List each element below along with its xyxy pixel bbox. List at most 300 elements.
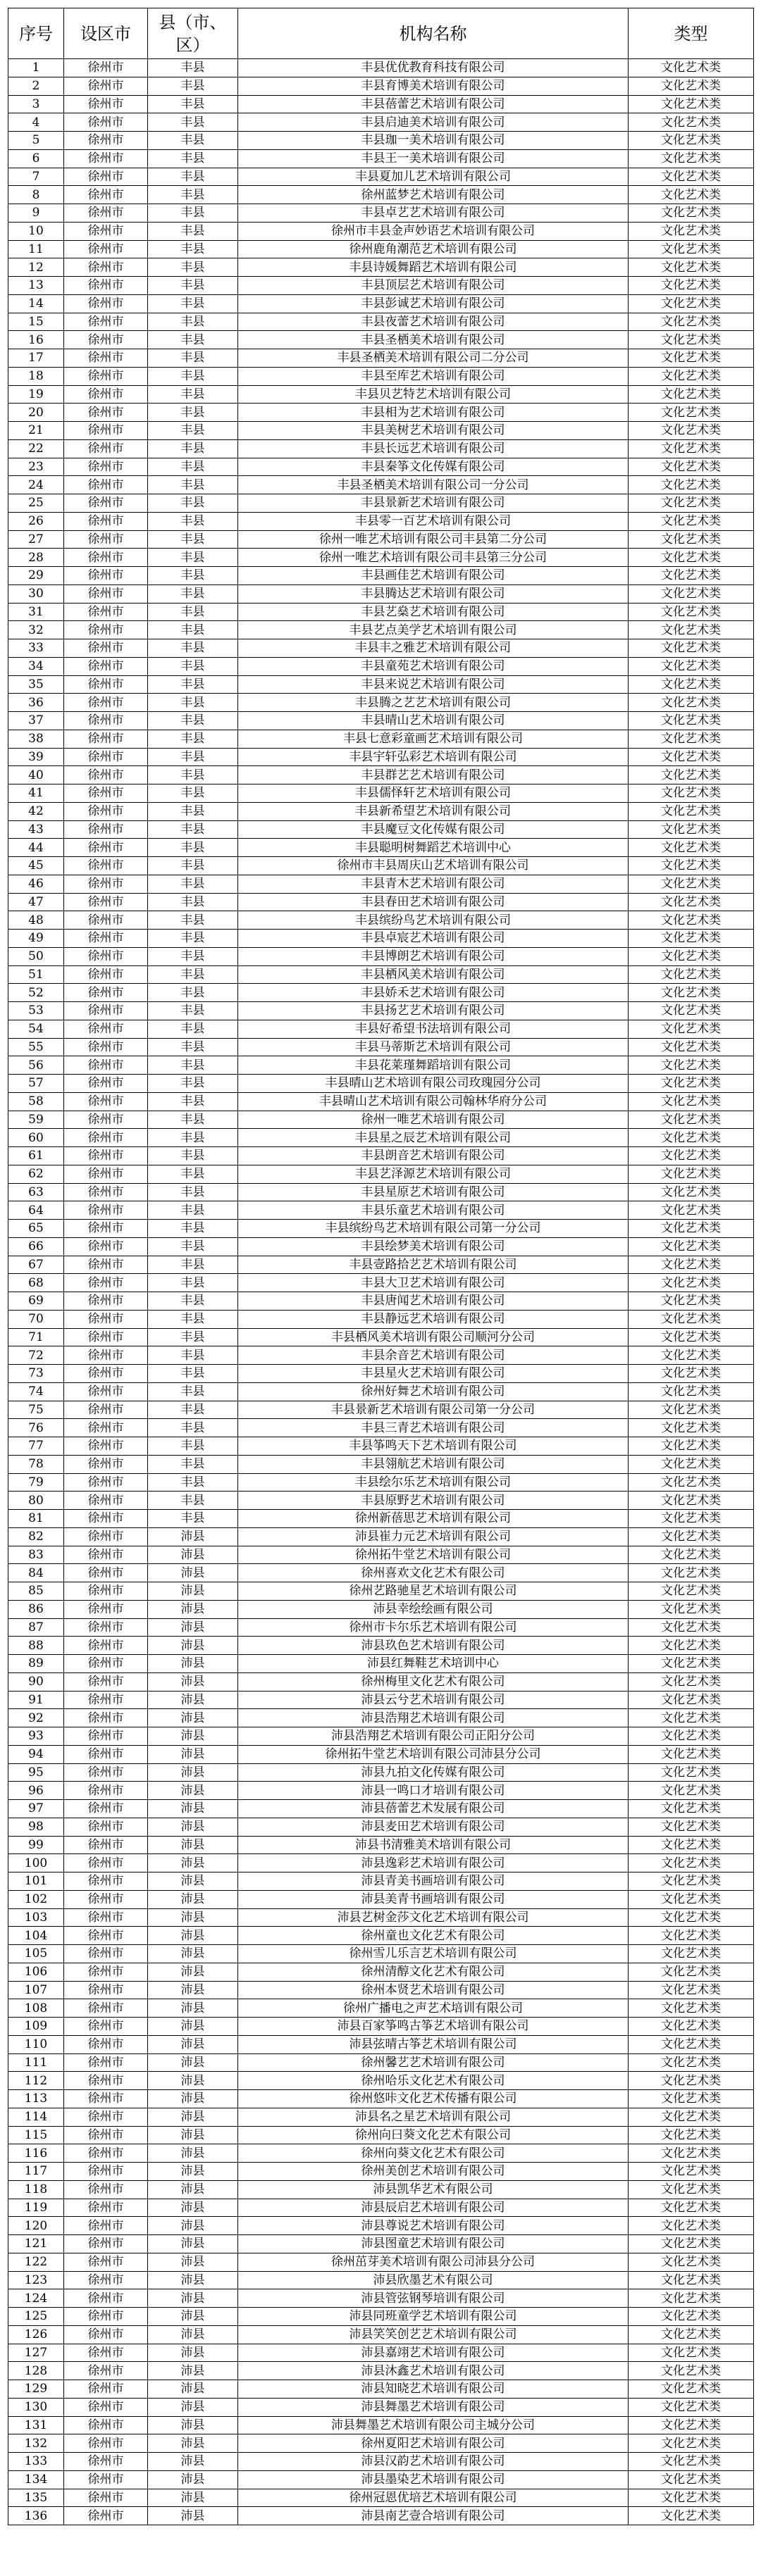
cell-city: 徐州市 bbox=[64, 1637, 148, 1655]
cell-county: 丰县 bbox=[148, 277, 238, 295]
cell-index: 119 bbox=[8, 2199, 64, 2217]
cell-type: 文化艺术类 bbox=[629, 911, 754, 930]
cell-city: 徐州市 bbox=[64, 1527, 148, 1546]
cell-type: 文化艺术类 bbox=[629, 113, 754, 132]
cell-index: 85 bbox=[8, 1582, 64, 1601]
cell-name: 沛县图童艺术培训有限公司 bbox=[238, 2235, 629, 2253]
cell-county: 沛县 bbox=[148, 1981, 238, 1999]
cell-name: 徐州雪儿乐言艺术培训有限公司 bbox=[238, 1945, 629, 1963]
cell-type: 文化艺术类 bbox=[629, 1510, 754, 1528]
cell-county: 丰县 bbox=[148, 549, 238, 567]
cell-county: 丰县 bbox=[148, 1129, 238, 1147]
table-row bbox=[8, 313, 754, 331]
cell-city: 徐州市 bbox=[64, 1237, 148, 1256]
cell-county: 沛县 bbox=[148, 1618, 238, 1637]
cell-index: 89 bbox=[8, 1655, 64, 1673]
table-row bbox=[8, 965, 754, 984]
cell-city: 徐州市 bbox=[64, 458, 148, 476]
cell-name: 丰县朗音艺术培训有限公司 bbox=[238, 1147, 629, 1165]
cell-city: 徐州市 bbox=[64, 530, 148, 549]
cell-county: 沛县 bbox=[148, 1763, 238, 1782]
cell-county: 丰县 bbox=[148, 1492, 238, 1510]
cell-name: 沛县墨染艺术培训有限公司 bbox=[238, 2470, 629, 2489]
cell-type: 文化艺术类 bbox=[629, 802, 754, 820]
cell-city: 徐州市 bbox=[64, 2180, 148, 2199]
cell-type: 文化艺术类 bbox=[629, 1945, 754, 1963]
cell-city: 徐州市 bbox=[64, 657, 148, 675]
table-row bbox=[8, 1963, 754, 1981]
cell-name: 丰县童苑艺术培训有限公司 bbox=[238, 657, 629, 675]
cell-index: 53 bbox=[8, 1002, 64, 1020]
cell-county: 丰县 bbox=[148, 1183, 238, 1201]
institution-table bbox=[8, 8, 754, 2525]
cell-city: 徐州市 bbox=[64, 2308, 148, 2326]
table-row bbox=[8, 95, 754, 113]
cell-county: 沛县 bbox=[148, 1655, 238, 1673]
cell-name: 丰县魔豆文化传媒有限公司 bbox=[238, 820, 629, 839]
cell-city: 徐州市 bbox=[64, 1800, 148, 1818]
cell-type: 文化艺术类 bbox=[629, 1818, 754, 1836]
cell-name: 徐州新蓓思艺术培训有限公司 bbox=[238, 1510, 629, 1528]
cell-city: 徐州市 bbox=[64, 2035, 148, 2053]
cell-county: 丰县 bbox=[148, 258, 238, 277]
cell-county: 丰县 bbox=[148, 694, 238, 712]
cell-type: 文化艺术类 bbox=[629, 1727, 754, 1746]
cell-city: 徐州市 bbox=[64, 313, 148, 331]
cell-index: 19 bbox=[8, 385, 64, 404]
cell-name: 丰县夜蕾艺术培训有限公司 bbox=[238, 313, 629, 331]
cell-county: 沛县 bbox=[148, 1818, 238, 1836]
table-row bbox=[8, 893, 754, 911]
cell-index: 78 bbox=[8, 1455, 64, 1473]
cell-city: 徐州市 bbox=[64, 439, 148, 458]
table-row bbox=[8, 820, 754, 839]
table-row bbox=[8, 149, 754, 168]
cell-city: 徐州市 bbox=[64, 603, 148, 621]
cell-city: 徐州市 bbox=[64, 168, 148, 186]
cell-name: 丰县晴山艺术培训有限公司翰林华府分公司 bbox=[238, 1092, 629, 1111]
cell-city: 徐州市 bbox=[64, 59, 148, 77]
cell-index: 25 bbox=[8, 494, 64, 513]
cell-type: 文化艺术类 bbox=[629, 294, 754, 313]
cell-type: 文化艺术类 bbox=[629, 1419, 754, 1437]
cell-county: 丰县 bbox=[148, 512, 238, 530]
cell-name: 丰县新希望艺术培训有限公司 bbox=[238, 802, 629, 820]
cell-index: 52 bbox=[8, 984, 64, 1002]
cell-city: 徐州市 bbox=[64, 2362, 148, 2380]
cell-index: 38 bbox=[8, 730, 64, 748]
cell-county: 丰县 bbox=[148, 367, 238, 385]
cell-type: 文化艺术类 bbox=[629, 1020, 754, 1038]
cell-type: 文化艺术类 bbox=[629, 1564, 754, 1582]
table-row bbox=[8, 1401, 754, 1419]
cell-city: 徐州市 bbox=[64, 1183, 148, 1201]
cell-index: 115 bbox=[8, 2126, 64, 2144]
cell-type: 文化艺术类 bbox=[629, 694, 754, 712]
table-row bbox=[8, 1020, 754, 1038]
table-row bbox=[8, 2253, 754, 2271]
cell-index: 88 bbox=[8, 1637, 64, 1655]
cell-county: 丰县 bbox=[148, 1510, 238, 1528]
cell-index: 24 bbox=[8, 476, 64, 494]
cell-county: 沛县 bbox=[148, 1527, 238, 1546]
cell-type: 文化艺术类 bbox=[629, 95, 754, 113]
cell-index: 77 bbox=[8, 1437, 64, 1456]
table-row bbox=[8, 1147, 754, 1165]
cell-type: 文化艺术类 bbox=[629, 1437, 754, 1456]
table-row bbox=[8, 476, 754, 494]
cell-type: 文化艺术类 bbox=[629, 1672, 754, 1691]
cell-name: 丰县筝鸣天下艺术培训有限公司 bbox=[238, 1437, 629, 1456]
cell-city: 徐州市 bbox=[64, 930, 148, 948]
cell-type: 文化艺术类 bbox=[629, 2362, 754, 2380]
table-row bbox=[8, 2035, 754, 2053]
cell-county: 沛县 bbox=[148, 1691, 238, 1709]
cell-city: 徐州市 bbox=[64, 1691, 148, 1709]
header-county: 县（市、区） bbox=[148, 8, 238, 59]
cell-type: 文化艺术类 bbox=[629, 1908, 754, 1927]
cell-name: 丰县长远艺术培训有限公司 bbox=[238, 439, 629, 458]
cell-index: 5 bbox=[8, 132, 64, 150]
cell-index: 41 bbox=[8, 784, 64, 803]
table-row bbox=[8, 2380, 754, 2399]
cell-county: 丰县 bbox=[148, 1165, 238, 1183]
cell-city: 徐州市 bbox=[64, 549, 148, 567]
cell-city: 徐州市 bbox=[64, 1836, 148, 1854]
cell-type: 文化艺术类 bbox=[629, 1256, 754, 1274]
cell-type: 文化艺术类 bbox=[629, 984, 754, 1002]
cell-city: 徐州市 bbox=[64, 2199, 148, 2217]
cell-name: 丰县大卫艺术培训有限公司 bbox=[238, 1274, 629, 1292]
cell-city: 徐州市 bbox=[64, 1872, 148, 1891]
table-row bbox=[8, 512, 754, 530]
cell-county: 丰县 bbox=[148, 240, 238, 258]
cell-index: 56 bbox=[8, 1056, 64, 1075]
header-row bbox=[8, 8, 754, 59]
cell-city: 徐州市 bbox=[64, 1854, 148, 1872]
cell-index: 74 bbox=[8, 1382, 64, 1401]
cell-type: 文化艺术类 bbox=[629, 1310, 754, 1328]
cell-index: 59 bbox=[8, 1111, 64, 1129]
cell-index: 69 bbox=[8, 1292, 64, 1311]
cell-type: 文化艺术类 bbox=[629, 2325, 754, 2344]
cell-type: 文化艺术类 bbox=[629, 2289, 754, 2308]
cell-index: 51 bbox=[8, 965, 64, 984]
table-row bbox=[8, 1655, 754, 1673]
table-row bbox=[8, 1618, 754, 1637]
cell-county: 丰县 bbox=[148, 149, 238, 168]
cell-city: 徐州市 bbox=[64, 2470, 148, 2489]
cell-name: 丰县启迪美术培训有限公司 bbox=[238, 113, 629, 132]
cell-city: 徐州市 bbox=[64, 2235, 148, 2253]
cell-type: 文化艺术类 bbox=[629, 820, 754, 839]
cell-city: 徐州市 bbox=[64, 2289, 148, 2308]
cell-type: 文化艺术类 bbox=[629, 549, 754, 567]
cell-city: 徐州市 bbox=[64, 1147, 148, 1165]
cell-city: 徐州市 bbox=[64, 784, 148, 803]
cell-name: 沛县同班童学艺术培训有限公司 bbox=[238, 2308, 629, 2326]
cell-city: 徐州市 bbox=[64, 1600, 148, 1618]
cell-city: 徐州市 bbox=[64, 1437, 148, 1456]
cell-city: 徐州市 bbox=[64, 186, 148, 204]
table-row bbox=[8, 2108, 754, 2126]
cell-type: 文化艺术类 bbox=[629, 712, 754, 730]
cell-name: 沛县辰启艺术培训有限公司 bbox=[238, 2199, 629, 2217]
table-row bbox=[8, 2163, 754, 2181]
cell-index: 46 bbox=[8, 875, 64, 893]
cell-type: 文化艺术类 bbox=[629, 331, 754, 349]
table-row bbox=[8, 1382, 754, 1401]
cell-county: 沛县 bbox=[148, 2163, 238, 2181]
cell-name: 徐州夏阳艺术培训有限公司 bbox=[238, 2434, 629, 2453]
cell-city: 徐州市 bbox=[64, 584, 148, 603]
cell-index: 118 bbox=[8, 2180, 64, 2199]
cell-name: 丰县余音艺术培训有限公司 bbox=[238, 1346, 629, 1365]
cell-type: 文化艺术类 bbox=[629, 2199, 754, 2217]
cell-type: 文化艺术类 bbox=[629, 1147, 754, 1165]
cell-city: 徐州市 bbox=[64, 1727, 148, 1746]
cell-name: 丰县来说艺术培训有限公司 bbox=[238, 675, 629, 694]
cell-index: 136 bbox=[8, 2507, 64, 2525]
cell-type: 文化艺术类 bbox=[629, 1346, 754, 1365]
cell-name: 丰县缤纷鸟艺术培训有限公司第一分公司 bbox=[238, 1220, 629, 1238]
cell-type: 文化艺术类 bbox=[629, 1709, 754, 1727]
cell-type: 文化艺术类 bbox=[629, 1618, 754, 1637]
table-row bbox=[8, 1111, 754, 1129]
cell-county: 丰县 bbox=[148, 422, 238, 440]
cell-type: 文化艺术类 bbox=[629, 947, 754, 965]
cell-county: 沛县 bbox=[148, 2090, 238, 2108]
table-row bbox=[8, 639, 754, 658]
cell-city: 徐州市 bbox=[64, 1546, 148, 1564]
table-row bbox=[8, 730, 754, 748]
cell-type: 文化艺术类 bbox=[629, 1183, 754, 1201]
cell-name: 沛县舞墨艺术培训有限公司 bbox=[238, 2398, 629, 2416]
cell-type: 文化艺术类 bbox=[629, 422, 754, 440]
cell-index: 81 bbox=[8, 1510, 64, 1528]
cell-name: 沛县欣墨艺术有限公司 bbox=[238, 2271, 629, 2289]
table-row bbox=[8, 1637, 754, 1655]
cell-type: 文化艺术类 bbox=[629, 1365, 754, 1383]
table-row bbox=[8, 1908, 754, 1927]
table-row bbox=[8, 2434, 754, 2453]
cell-index: 17 bbox=[8, 349, 64, 368]
cell-county: 丰县 bbox=[148, 1020, 238, 1038]
cell-type: 文化艺术类 bbox=[629, 1002, 754, 1020]
cell-city: 徐州市 bbox=[64, 1256, 148, 1274]
cell-index: 23 bbox=[8, 458, 64, 476]
cell-city: 徐州市 bbox=[64, 857, 148, 875]
cell-name: 沛县汉韵艺术培训有限公司 bbox=[238, 2453, 629, 2471]
table-row bbox=[8, 1419, 754, 1437]
cell-type: 文化艺术类 bbox=[629, 277, 754, 295]
cell-city: 徐州市 bbox=[64, 494, 148, 513]
cell-county: 丰县 bbox=[148, 530, 238, 549]
cell-county: 沛县 bbox=[148, 2416, 238, 2434]
table-row bbox=[8, 1582, 754, 1601]
cell-type: 文化艺术类 bbox=[629, 657, 754, 675]
cell-index: 15 bbox=[8, 313, 64, 331]
cell-city: 徐州市 bbox=[64, 204, 148, 223]
cell-city: 徐州市 bbox=[64, 2108, 148, 2126]
table-header bbox=[8, 8, 754, 59]
table-row bbox=[8, 132, 754, 150]
cell-index: 42 bbox=[8, 802, 64, 820]
cell-index: 108 bbox=[8, 1999, 64, 2018]
cell-county: 沛县 bbox=[148, 2434, 238, 2453]
cell-name: 丰县景新艺术培训有限公司 bbox=[238, 494, 629, 513]
cell-name: 丰县春田艺术培训有限公司 bbox=[238, 893, 629, 911]
cell-name: 徐州向葵文化艺术有限公司 bbox=[238, 2144, 629, 2163]
cell-city: 徐州市 bbox=[64, 2090, 148, 2108]
cell-index: 64 bbox=[8, 1201, 64, 1220]
cell-type: 文化艺术类 bbox=[629, 2180, 754, 2199]
cell-county: 丰县 bbox=[148, 1038, 238, 1056]
table-row bbox=[8, 2053, 754, 2072]
table-row bbox=[8, 930, 754, 948]
cell-name: 徐州冠恩优培艺术培训有限公司 bbox=[238, 2489, 629, 2507]
cell-city: 徐州市 bbox=[64, 730, 148, 748]
cell-type: 文化艺术类 bbox=[629, 1201, 754, 1220]
cell-type: 文化艺术类 bbox=[629, 1038, 754, 1056]
table-row bbox=[8, 168, 754, 186]
cell-county: 丰县 bbox=[148, 965, 238, 984]
cell-index: 63 bbox=[8, 1183, 64, 1201]
cell-city: 徐州市 bbox=[64, 2253, 148, 2271]
cell-name: 沛县艺树金莎文化艺术培训有限公司 bbox=[238, 1908, 629, 1927]
cell-type: 文化艺术类 bbox=[629, 1836, 754, 1854]
cell-name: 丰县花莱瑾舞蹈培训有限公司 bbox=[238, 1056, 629, 1075]
cell-index: 34 bbox=[8, 657, 64, 675]
cell-county: 沛县 bbox=[148, 2362, 238, 2380]
cell-type: 文化艺术类 bbox=[629, 476, 754, 494]
table-row bbox=[8, 1292, 754, 1311]
cell-county: 丰县 bbox=[148, 567, 238, 585]
table-row bbox=[8, 1890, 754, 1908]
cell-index: 28 bbox=[8, 549, 64, 567]
cell-type: 文化艺术类 bbox=[629, 2470, 754, 2489]
cell-index: 111 bbox=[8, 2053, 64, 2072]
cell-city: 徐州市 bbox=[64, 2072, 148, 2090]
cell-index: 67 bbox=[8, 1256, 64, 1274]
cell-city: 徐州市 bbox=[64, 1038, 148, 1056]
cell-type: 文化艺术类 bbox=[629, 240, 754, 258]
cell-city: 徐州市 bbox=[64, 422, 148, 440]
cell-name: 丰县七意彩童画艺术培训有限公司 bbox=[238, 730, 629, 748]
cell-county: 丰县 bbox=[148, 331, 238, 349]
cell-name: 丰县艺燊艺术培训有限公司 bbox=[238, 603, 629, 621]
cell-city: 徐州市 bbox=[64, 1111, 148, 1129]
table-row bbox=[8, 2144, 754, 2163]
cell-type: 文化艺术类 bbox=[629, 1274, 754, 1292]
cell-city: 徐州市 bbox=[64, 1890, 148, 1908]
cell-name: 丰县夏加儿艺术培训有限公司 bbox=[238, 168, 629, 186]
header-type: 类型 bbox=[629, 8, 754, 59]
cell-city: 徐州市 bbox=[64, 1618, 148, 1637]
cell-county: 沛县 bbox=[148, 1637, 238, 1655]
table-row bbox=[8, 113, 754, 132]
cell-city: 徐州市 bbox=[64, 331, 148, 349]
cell-index: 90 bbox=[8, 1672, 64, 1691]
cell-county: 沛县 bbox=[148, 1564, 238, 1582]
table-row bbox=[8, 2072, 754, 2090]
header-city: 设区市 bbox=[64, 8, 148, 59]
table-row bbox=[8, 385, 754, 404]
cell-type: 文化艺术类 bbox=[629, 930, 754, 948]
cell-index: 8 bbox=[8, 186, 64, 204]
cell-name: 沛县浩翔艺术培训有限公司 bbox=[238, 1709, 629, 1727]
table-row bbox=[8, 549, 754, 567]
cell-index: 68 bbox=[8, 1274, 64, 1292]
cell-county: 沛县 bbox=[148, 2344, 238, 2362]
cell-type: 文化艺术类 bbox=[629, 2434, 754, 2453]
cell-name: 丰县扬艺艺术培训有限公司 bbox=[238, 1002, 629, 1020]
cell-county: 丰县 bbox=[148, 222, 238, 240]
cell-type: 文化艺术类 bbox=[629, 1782, 754, 1800]
table-row bbox=[8, 1256, 754, 1274]
table-row bbox=[8, 240, 754, 258]
cell-city: 徐州市 bbox=[64, 512, 148, 530]
cell-city: 徐州市 bbox=[64, 748, 148, 766]
cell-county: 丰县 bbox=[148, 113, 238, 132]
cell-city: 徐州市 bbox=[64, 277, 148, 295]
cell-city: 徐州市 bbox=[64, 965, 148, 984]
cell-county: 丰县 bbox=[148, 1310, 238, 1328]
cell-city: 徐州市 bbox=[64, 1056, 148, 1075]
table-row bbox=[8, 1510, 754, 1528]
cell-index: 105 bbox=[8, 1945, 64, 1963]
cell-type: 文化艺术类 bbox=[629, 1745, 754, 1763]
cell-index: 107 bbox=[8, 1981, 64, 1999]
table-row bbox=[8, 59, 754, 77]
cell-index: 2 bbox=[8, 77, 64, 95]
cell-county: 沛县 bbox=[148, 1963, 238, 1981]
cell-city: 徐州市 bbox=[64, 1346, 148, 1365]
cell-index: 126 bbox=[8, 2325, 64, 2344]
cell-type: 文化艺术类 bbox=[629, 965, 754, 984]
cell-index: 30 bbox=[8, 584, 64, 603]
cell-name: 徐州美创艺术培训有限公司 bbox=[238, 2163, 629, 2181]
table-row bbox=[8, 1745, 754, 1763]
cell-type: 文化艺术类 bbox=[629, 730, 754, 748]
cell-type: 文化艺术类 bbox=[629, 1527, 754, 1546]
cell-type: 文化艺术类 bbox=[629, 1800, 754, 1818]
cell-index: 110 bbox=[8, 2035, 64, 2053]
cell-city: 徐州市 bbox=[64, 2416, 148, 2434]
cell-index: 11 bbox=[8, 240, 64, 258]
cell-index: 22 bbox=[8, 439, 64, 458]
cell-county: 沛县 bbox=[148, 1727, 238, 1746]
cell-index: 45 bbox=[8, 857, 64, 875]
cell-county: 丰县 bbox=[148, 404, 238, 422]
cell-city: 徐州市 bbox=[64, 1310, 148, 1328]
cell-index: 87 bbox=[8, 1618, 64, 1637]
table-row bbox=[8, 77, 754, 95]
cell-type: 文化艺术类 bbox=[629, 2072, 754, 2090]
cell-index: 18 bbox=[8, 367, 64, 385]
cell-index: 9 bbox=[8, 204, 64, 223]
cell-name: 沛县舞墨艺术培训有限公司主城分公司 bbox=[238, 2416, 629, 2434]
cell-type: 文化艺术类 bbox=[629, 1637, 754, 1655]
table-row bbox=[8, 2180, 754, 2199]
cell-city: 徐州市 bbox=[64, 113, 148, 132]
cell-city: 徐州市 bbox=[64, 1963, 148, 1981]
cell-county: 丰县 bbox=[148, 186, 238, 204]
table-row bbox=[8, 1183, 754, 1201]
cell-county: 丰县 bbox=[148, 77, 238, 95]
cell-index: 94 bbox=[8, 1745, 64, 1763]
table-row bbox=[8, 2271, 754, 2289]
